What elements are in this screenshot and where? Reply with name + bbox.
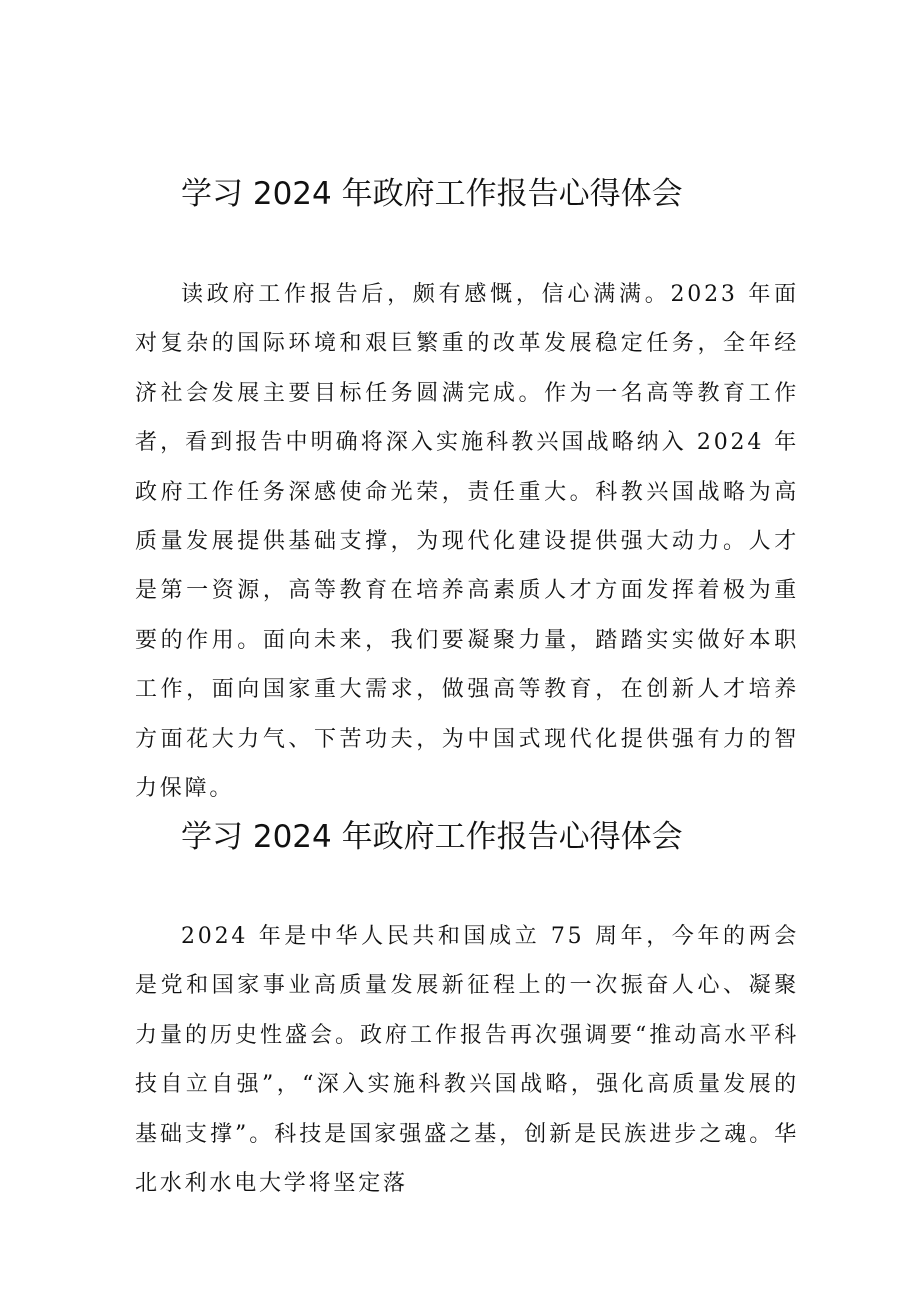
- section-title: 学习 2024 年政府工作报告心得体会: [181, 819, 683, 855]
- section-paragraph: 2024 年是中华人民共和国成立 75 周年，今年的两会是党和国家事业高质量发展新征程上的一次振奋人心、凝聚力量的历史性盛会。政府工作报告再次强调要“推动高水平科技自立自强”，“深入实施科教兴国战略，强化高质量发展的基础支撑”。科技是国家强盛之基，创新是民族进步之魂。华北水利水电大学将坚定落: [135, 924, 799, 1197]
- section-title: 学习 2024 年政府工作报告心得体会: [181, 176, 683, 212]
- section-paragraph: 读政府工作报告后，颇有感慨，信心满满。2023 年面对复杂的国际环境和艰巨繁重的改革发展稳定任务，全年经济社会发展主要目标任务圆满完成。作为一名高等教育工作者，看到报告中明确将深入实施科教兴国战略纳入 2024 年政府工作任务深感使命光荣，责任重大。科教兴国战略为高质量发展提供基础支撑，为现代化建设提供强大动力。人才是第一资源，高等教育在培养高素质人才方面发挥着极为重要的作用。面向未来，我们要凝聚力量，踏踏实实做好本职工作，面向国家重大需求，做强高等教育，在创新人才培养方面花大力气、下苦功夫，为中国式现代化提供强有力的智力保障。: [135, 282, 799, 802]
